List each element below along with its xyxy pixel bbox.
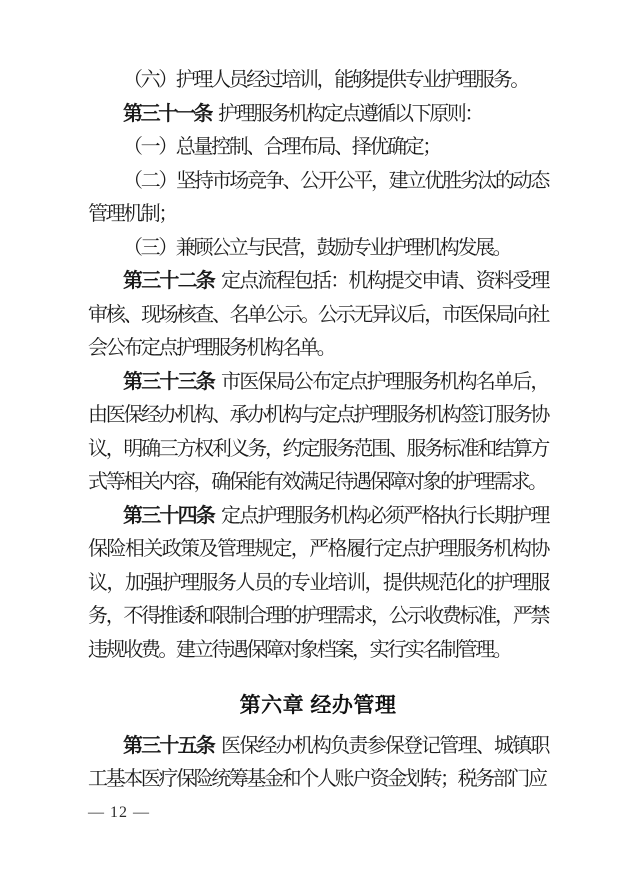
- article-number: 第三十四条: [123, 504, 214, 527]
- article-number: 第三十一条: [123, 102, 211, 125]
- chapter-heading: 第六章 经办管理: [239, 694, 397, 717]
- article-paragraph: 第三十五条 医保经办机构负责参保登记管理、城镇职工基本医疗保险统筹基金和个人账户资金划转；税务部门应: [88, 734, 548, 790]
- paragraph: （二）坚持市场竞争、公开公平，建立优胜劣汰的动态管理机制；: [88, 169, 548, 225]
- paragraph: （三）兼顾公立与民营，鼓励专业护理机构发展。: [123, 236, 511, 259]
- page-number: — 12 —: [88, 804, 150, 821]
- article-paragraph: 第三十三条 市医保局公布定点护理服务机构名单后，由医保经办机构、承办机构与定点护理服务机构签订服务协议，明确三方权利义务，约定服务范围、服务标准和结算方式等相关内容，确保能有效满足待遇保障对象的护理需求。: [88, 370, 548, 493]
- paragraph: （六）护理人员经过培训，能够提供专业护理服务。: [123, 69, 528, 91]
- article-paragraph: 第三十四条 定点护理服务机构必须严格执行长期护理保险相关政策及管理规定，严格履行定点护理服务机构协议，加强护理服务人员的专业培训，提供规范化的护理服务，不得推诿和限制合理的护理需求，公示收费标准，严禁违规收费。建立待遇保障对象档案，实行实名制管理。: [88, 504, 548, 661]
- document-content: [88, 64, 548, 797]
- article-paragraph: 第三十二条 定点流程包括：机构提交申请、资料受理审核、现场核查、名单公示。公示无异议后，市医保局向社会公布定点护理服务机构名单。: [88, 270, 548, 359]
- article-number: 第三十二条: [123, 270, 214, 292]
- paragraph: （一）总量控制、合理布局、择优确定；: [123, 136, 440, 158]
- article-paragraph: 第三十一条 护理服务机构定点遵循以下原则：: [123, 102, 482, 125]
- article-number: 第三十五条: [123, 734, 214, 757]
- article-number: 第三十三条: [123, 370, 214, 393]
